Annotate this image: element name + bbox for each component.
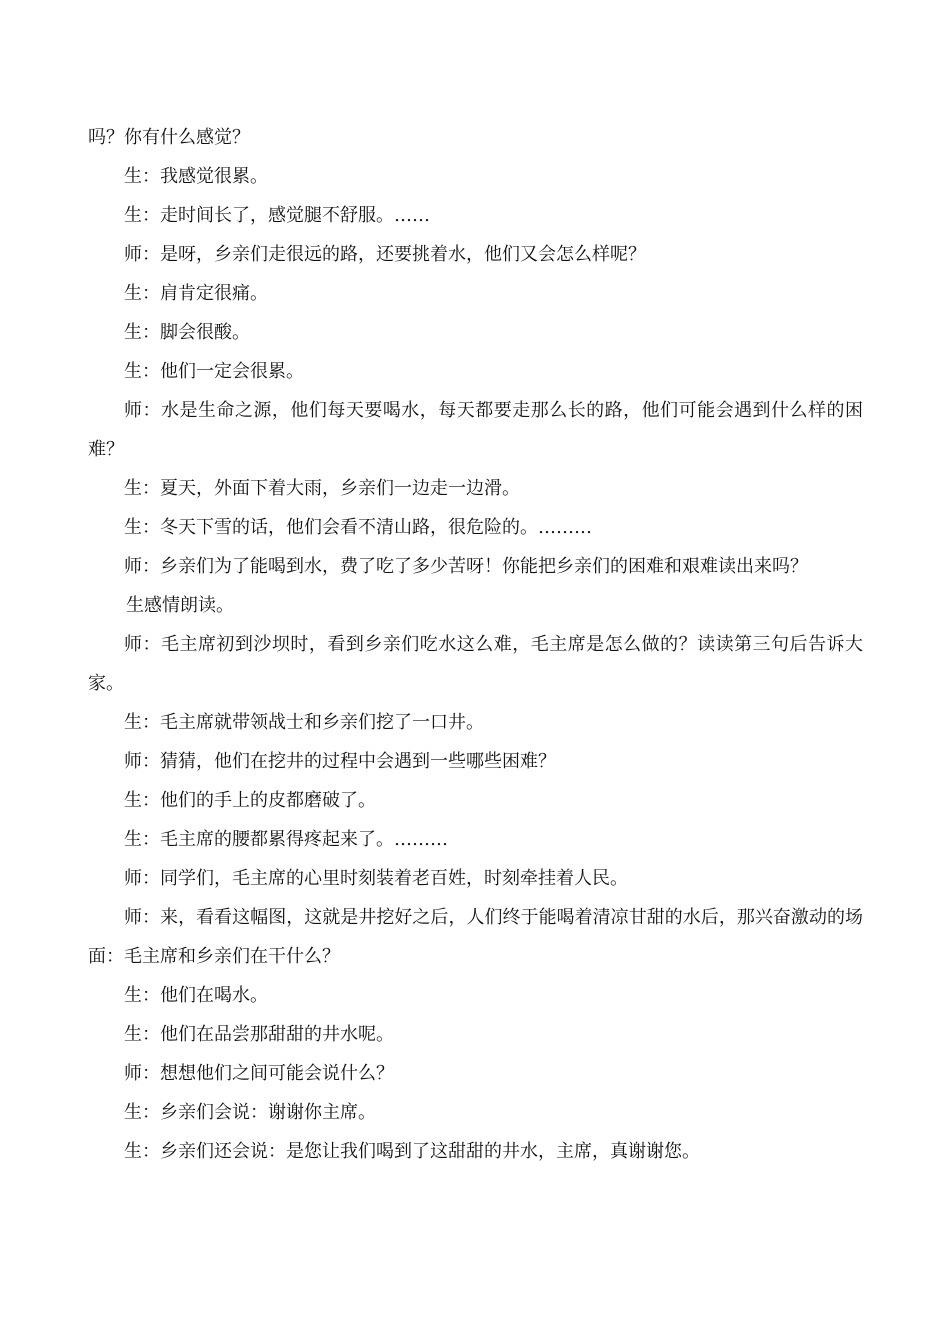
paragraph: 生：他们在品尝那甜甜的井水呢。 xyxy=(124,1024,394,1045)
paragraph: 生：毛主席的腰都累得疼起来了。……… xyxy=(124,829,448,850)
paragraph: 师：毛主席初到沙坝时，看到乡亲们吃水这么难，毛主席是怎么做的？读读第三句后告诉大家。 xyxy=(88,634,863,694)
paragraph: 生：他们在喝水。 xyxy=(124,985,268,1006)
paragraph: 生：走时间长了，感觉腿不舒服。…… xyxy=(124,205,430,226)
paragraph: 生：夏天，外面下着大雨，乡亲们一边走一边滑。 xyxy=(124,478,520,499)
document-body xyxy=(88,118,863,1171)
paragraph: 生：脚会很酸。 xyxy=(124,322,250,343)
paragraph: 生：他们一定会很累。 xyxy=(124,361,304,382)
paragraph: 师：想想他们之间可能会说什么？ xyxy=(124,1063,394,1084)
paragraph: 生：乡亲们会说：谢谢你主席。 xyxy=(124,1102,376,1123)
paragraph: 生：肩肯定很痛。 xyxy=(124,283,268,304)
paragraph: 师：乡亲们为了能喝到水，费了吃了多少苦呀！你能把乡亲们的困难和艰难读出来吗？ xyxy=(124,556,808,577)
paragraph: 生：冬天下雪的话，他们会看不清山路，很危险的。……… xyxy=(124,517,592,538)
paragraph: 生：乡亲们还会说：是您让我们喝到了这甜甜的井水，主席，真谢谢您。 xyxy=(124,1141,700,1162)
paragraph: 生：我感觉很累。 xyxy=(124,166,268,187)
paragraph-continuation: 吗？你有什么感觉？ xyxy=(88,127,250,148)
paragraph: 生感情朗读。 xyxy=(126,595,234,616)
paragraph: 师：是呀，乡亲们走很远的路，还要挑着水，他们又会怎么样呢？ xyxy=(124,244,646,265)
paragraph: 师：同学们，毛主席的心里时刻装着老百姓，时刻牵挂着人民。 xyxy=(124,868,628,889)
paragraph: 生：他们的手上的皮都磨破了。 xyxy=(124,790,376,811)
paragraph: 生：毛主席就带领战士和乡亲们挖了一口井。 xyxy=(124,712,484,733)
paragraph: 师：水是生命之源，他们每天要喝水，每天都要走那么长的路，他们可能会遇到什么样的困难？ xyxy=(88,400,863,460)
paragraph: 师：来，看看这幅图，这就是井挖好之后，人们终于能喝着清凉甘甜的水后，那兴奋激动的场面：毛主席和乡亲们在干什么？ xyxy=(88,907,863,967)
paragraph: 师：猜猜，他们在挖井的过程中会遇到一些哪些困难？ xyxy=(124,751,556,772)
